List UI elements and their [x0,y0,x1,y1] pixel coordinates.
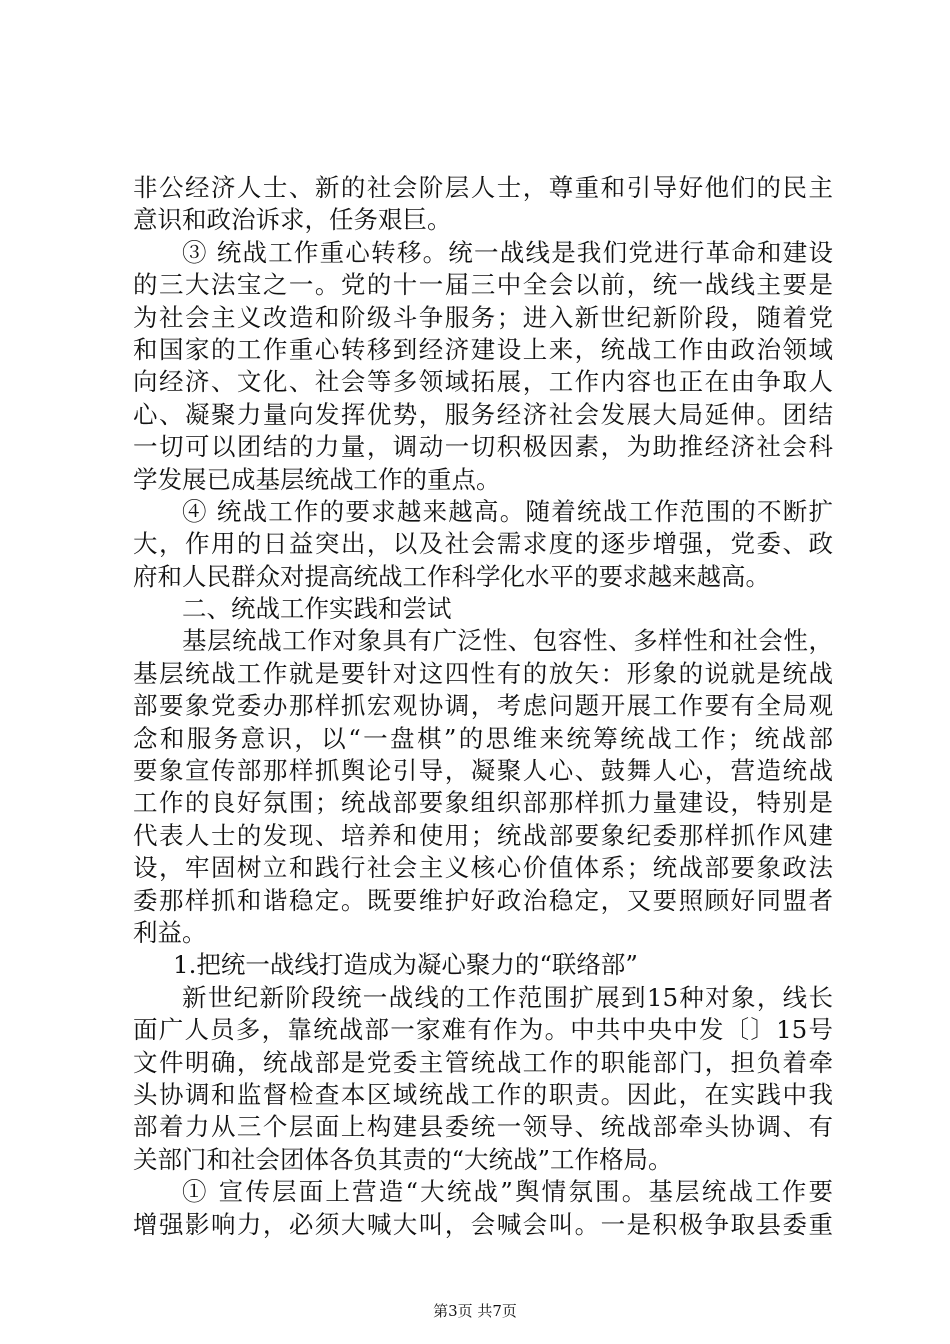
text-line: 设，牢固树立和践行社会主义核心价值体系；统战部要象政法 [133,853,833,883]
section-heading: 二、统战工作实践和尝试 [182,594,452,624]
page-footer [0,1301,950,1321]
text-line: 为社会主义改造和阶级斗争服务；进入新世纪新阶段，随着党 [133,302,833,332]
document-body [133,172,833,1241]
text-line: 面广人员多，靠统战部一家难有作为。中共中央中发〔〕15号 [133,1015,833,1045]
text-line: ④ 统战工作的要求越来越高。随着统战工作范围的不断扩 [182,496,833,526]
text-line: 非公经济人士、新的社会阶层人士，尊重和引导好他们的民主 [133,173,833,202]
text-line: 大，作用的日益突出，以及社会需求度的逐步增强，党委、政 [133,529,833,559]
text-line: 文件明确，统战部是党委主管统战工作的职能部门，担负着牵 [133,1047,833,1077]
page-number: 第3页 共7页 [433,1302,517,1320]
text-line: 学发展已成基层统战工作的重点。 [133,464,501,494]
text-line: ③ 统战工作重心转移。统一战线是我们党进行革命和建设 [182,237,833,267]
text-line: 的三大法宝之一。党的十一届三中全会以前，统一战线主要是 [133,270,833,300]
text-line: 基层统战工作对象具有广泛性、包容性、多样性和社会性， [182,626,833,656]
text-line: 意识和政治诉求，任务艰巨。 [133,205,452,235]
text-line: 和国家的工作重心转移到经济建设上来，统战工作由政治领域 [133,334,833,364]
text-line: 代表人士的发现、培养和使用；统战部要象纪委那样抓作风建 [133,820,833,850]
text-line: 府和人民群众对提高统战工作科学化水平的要求越来越高。 [133,561,770,591]
text-line: 工作的良好氛围；统战部要象组织部那样抓力量建设，特别是 [133,788,833,818]
subsection-heading: 1.把统一战线打造成为凝心聚力的“联络部” [173,950,638,980]
text-line: 一切可以团结的力量，调动一切积极因素，为助推经济社会科 [133,432,833,462]
text-line: 关部门和社会团体各负其责的“大统战”工作格局。 [133,1144,673,1174]
text-line: 向经济、文化、社会等多领域拓展，工作内容也正在由争取人 [133,367,833,397]
text-line: 头协调和监督检查本区域统战工作的职责。因此，在实践中我 [133,1079,833,1109]
text-line: 新世纪新阶段统一战线的工作范围扩展到15种对象，线长 [182,982,833,1012]
text-line: 要象宣传部那样抓舆论引导，凝聚人心、鼓舞人心，营造统战 [133,756,833,786]
text-line: 利益。 [133,917,207,947]
text-line: ① 宣传层面上营造“大统战”舆情氛围。基层统战工作要 [182,1177,833,1207]
text-line: 部要象党委办那样抓宏观协调，考虑问题开展工作要有全局观 [133,691,833,721]
text-line: 心、凝聚力量向发挥优势，服务经济社会发展大局延伸。团结 [133,399,833,429]
text-line: 委那样抓和谐稳定。既要维护好政治稳定，又要照顾好同盟者 [133,885,833,915]
text-line: 基层统战工作就是要针对这四性有的放矢：形象的说就是统战 [133,658,833,688]
text-line: 念和服务意识，以“一盘棋”的思维来统筹统战工作；统战部 [133,723,833,753]
text-line: 增强影响力，必须大喊大叫，会喊会叫。一是积极争取县委重 [133,1209,833,1239]
text-line: 部着力从三个层面上构建县委统一领导、统战部牵头协调、有 [133,1112,833,1142]
